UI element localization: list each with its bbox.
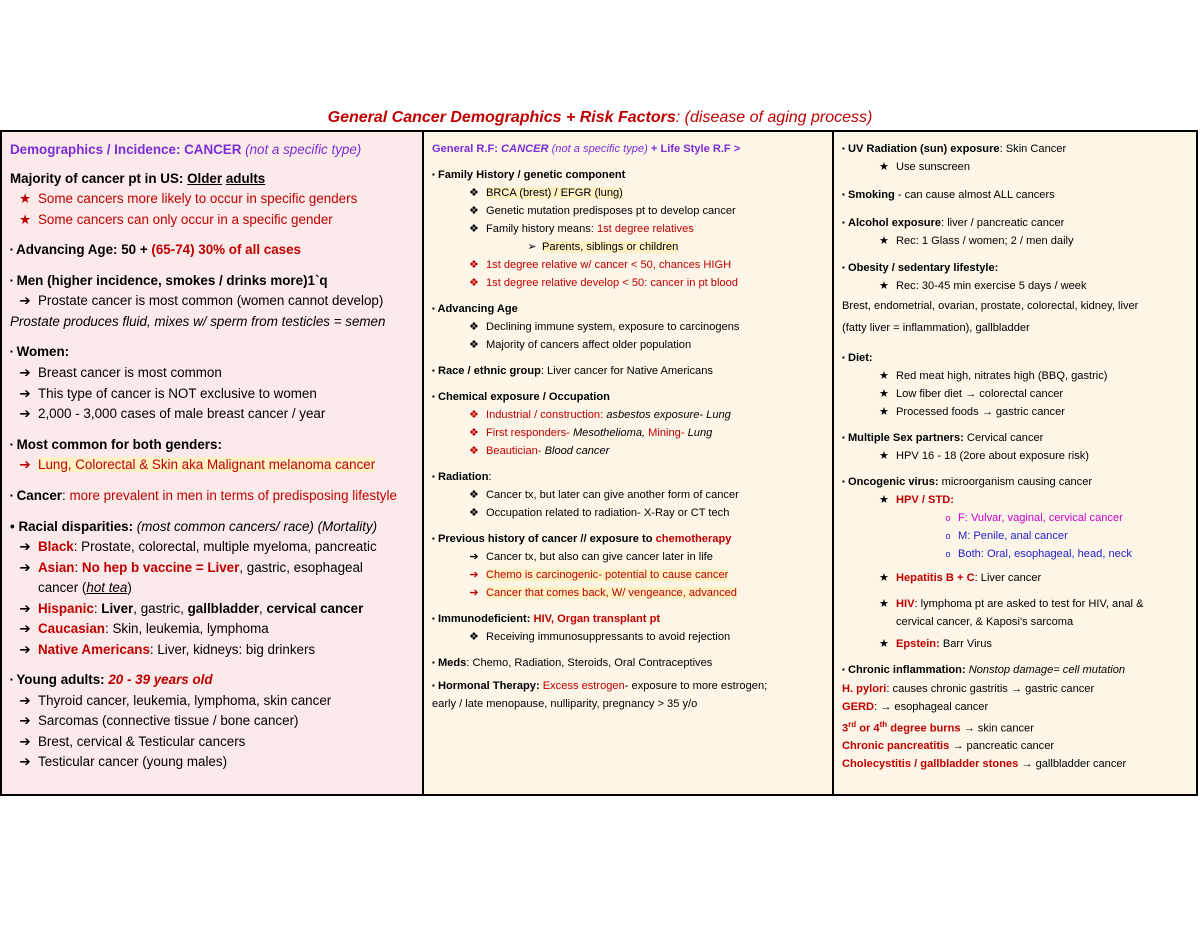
majority-line: Majority of cancer pt in US: Older adults xyxy=(10,170,266,186)
general-rf-heading: General R.F: CANCER (not a specific type) + Life Style R.F > xyxy=(432,143,741,155)
arrow-icon: ➔ xyxy=(19,733,31,749)
general-risk-factors-column xyxy=(424,132,834,794)
bullet-icon: ▪ xyxy=(842,477,845,487)
title-subtitle: (disease of aging process) xyxy=(680,109,873,126)
pointer-icon: ➢ xyxy=(527,241,537,254)
oncogenic-virus-heading: ▪ Oncogenic virus: microorganism causing cancer xyxy=(842,476,1093,489)
list-item: ➔ Asian: No hep b vaccine = Liver, gastric, esophageal cancer (hot tea) xyxy=(10,558,414,599)
arrow-icon: ➔ xyxy=(469,587,479,600)
bullet-icon: ▪ xyxy=(842,263,845,273)
list-item: ❖ Occupation related to radiation- X-Ray or CT tech xyxy=(432,504,824,522)
list-item: ★ Use sunscreen xyxy=(842,158,1188,176)
diamond-icon: ❖ xyxy=(469,445,479,458)
hormonal-therapy-line: ▪ Hormonal Therapy: Excess estrogen- exposure to more estrogen; xyxy=(432,679,768,692)
race-line: ▪ Race / ethnic group: Liver cancer for Native Americans xyxy=(432,365,713,378)
cholecystitis-line: Cholecystitis / gallbladder stones → gallbladder cancer xyxy=(842,758,1127,771)
bullet-icon: ▪ xyxy=(842,665,845,675)
list-item: ➔ Native Americans: Liver, kidneys: big drinkers xyxy=(10,640,414,661)
list-item: ➔ 2,000 - 3,000 cases of male breast cancer / year xyxy=(10,404,414,425)
list-item: ★ Processed foods → gastric cancer xyxy=(842,403,1188,421)
arrow-icon: ➔ xyxy=(19,600,31,616)
meds-line: ▪ Meds: Chemo, Radiation, Steroids, Oral Contraceptives xyxy=(432,657,713,670)
list-item: ★ Hepatitis B + C: Liver cancer xyxy=(842,569,1188,587)
diamond-icon: ❖ xyxy=(469,339,479,352)
star-icon: ★ xyxy=(879,280,889,293)
list-item: ★ Red meat high, nitrates high (BBQ, gastric) xyxy=(842,367,1188,385)
circle-icon: o xyxy=(945,549,951,560)
list-item: ★ Low fiber diet → colorectal cancer xyxy=(842,385,1188,403)
cancer-line: ▪ Cancer: more prevalent in men in terms of predisposing lifestyle xyxy=(10,487,397,503)
bullet-icon: ▪ xyxy=(10,675,13,685)
star-icon: ★ xyxy=(879,370,889,383)
men-heading: ▪ Men (higher incidence, smokes / drinks more)1`q xyxy=(10,272,328,288)
star-icon: ★ xyxy=(879,235,889,248)
arrow-icon: ➔ xyxy=(19,293,31,309)
pancreatitis-line: Chronic pancreatitis → pancreatic cancer xyxy=(842,740,1055,753)
bullet-icon: ▪ xyxy=(432,170,435,180)
diamond-icon: ❖ xyxy=(469,187,479,200)
bullet-icon: ▪ xyxy=(842,433,845,443)
list-item: ❖ Beautician- Blood cancer xyxy=(432,442,824,460)
diamond-icon: ❖ xyxy=(469,507,479,520)
page-title xyxy=(0,109,1200,127)
bullet-icon: ▪ xyxy=(842,353,845,363)
list-item: ❖ Majority of cancers affect older population xyxy=(432,336,824,354)
list-item: ★ Some cancers more likely to occur in specific genders xyxy=(10,189,414,210)
arrow-icon: ➔ xyxy=(19,385,31,401)
title-main: General Cancer Demographics + Risk Factors xyxy=(327,109,676,126)
star-icon: ★ xyxy=(879,406,889,419)
star-icon: ★ xyxy=(879,598,889,611)
bullet-icon: ▪ xyxy=(432,534,435,544)
arrow-icon: ➔ xyxy=(469,551,479,564)
list-item: ➔ Lung, Colorectal & Skin aka Malignant melanoma cancer xyxy=(10,455,414,476)
list-item: ➔ Caucasian: Skin, leukemia, lymphoma xyxy=(10,619,414,640)
both-genders-heading: ▪ Most common for both genders: xyxy=(10,436,222,452)
star-icon: ★ xyxy=(879,450,889,463)
list-item: ❖ Industrial / construction: asbestos exposure- Lung xyxy=(432,406,824,424)
list-item: ➔ Chemo is carcinogenic- potential to cause cancer xyxy=(432,566,824,584)
list-item: ➔ Hispanic: Liver, gastric, gallbladder, cervical cancer xyxy=(10,599,414,620)
bullet-icon: ▪ xyxy=(842,144,845,154)
radiation-heading: ▪ Radiation: xyxy=(432,471,492,484)
bullet-icon: ▪ xyxy=(10,439,13,449)
list-item: ➔ Sarcomas (connective tissue / bone cancer) xyxy=(10,711,414,732)
family-history-heading: ▪ Family History / genetic component xyxy=(432,169,626,181)
list-item: ➢ Parents, siblings or children xyxy=(432,238,824,256)
sex-partners-heading: ▪ Multiple Sex partners: Cervical cancer xyxy=(842,432,1044,445)
list-item: ★ Epstein: Barr Virus xyxy=(842,635,1188,653)
arrow-icon: ➔ xyxy=(19,365,31,381)
obesity-cancers: Brest, endometrial, ovarian, prostate, colorectal, kidney, liver xyxy=(842,300,1139,313)
uv-heading: ▪ UV Radiation (sun) exposure: Skin Cancer xyxy=(842,143,1067,155)
list-item: ➔ Thyroid cancer, leukemia, lymphoma, skin cancer xyxy=(10,691,414,712)
women-heading: ▪ Women: xyxy=(10,344,70,360)
star-icon: ★ xyxy=(879,388,889,401)
advancing-age-line: ▪ Advancing Age: 50 + (65-74) 30% of all cases xyxy=(10,242,302,257)
obesity-heading: ▪ Obesity / sedentary lifestyle: xyxy=(842,262,999,275)
bullet-icon: ▪ xyxy=(432,614,435,624)
list-item: ★ HPV / STD: xyxy=(842,491,1188,509)
chronic-inflammation-heading: ▪ Chronic inflammation: Nonstop damage= cell mutation xyxy=(842,664,1126,677)
star-icon: ★ xyxy=(879,638,889,651)
list-item: ➔ Black: Prostate, colorectal, multiple myeloma, pancreatic xyxy=(10,537,414,558)
smoking-line: ▪ Smoking - can cause almost ALL cancers xyxy=(842,189,1055,202)
bullet-icon: ▪ xyxy=(842,218,845,228)
previous-history-heading: ▪ Previous history of cancer // exposure to chemotherapy xyxy=(432,533,732,546)
arrow-icon: ➔ xyxy=(19,621,31,637)
list-item: ★ Rec: 1 Glass / women; 2 / men daily xyxy=(842,232,1188,250)
bullet-icon: ▪ xyxy=(432,658,435,668)
arrow-icon: ➔ xyxy=(19,754,31,770)
young-adults-heading: ▪ Young adults: 20 - 39 years old xyxy=(10,672,213,688)
arrow-icon: ➔ xyxy=(469,569,479,582)
list-item: ❖ Declining immune system, exposure to carcinogens xyxy=(432,318,824,336)
diamond-icon: ❖ xyxy=(469,205,479,218)
list-item: ➔ Breast cancer is most common xyxy=(10,363,414,384)
obesity-cancers-cont: (fatty liver = inflammation), gallbladder xyxy=(842,322,1030,335)
circle-icon: o xyxy=(945,513,951,524)
gerd-line: GERD: → esophageal cancer xyxy=(842,700,989,713)
list-item: ❖ 1st degree relative w/ cancer < 50, chances HIGH xyxy=(432,256,824,274)
star-icon: ★ xyxy=(18,211,31,227)
list-item: o M: Penile, anal cancer xyxy=(842,527,1188,545)
list-item: ★ Some cancers can only occur in a specific gender xyxy=(10,210,414,231)
diamond-icon: ❖ xyxy=(469,259,479,272)
circle-icon: o xyxy=(945,531,951,542)
star-icon: ★ xyxy=(879,494,889,507)
diamond-icon: ❖ xyxy=(469,409,479,422)
advancing-age-heading: ▪ Advancing Age xyxy=(432,303,518,316)
arrow-icon: ➔ xyxy=(19,641,31,657)
diamond-icon: ❖ xyxy=(469,427,479,440)
bullet-icon: ▪ xyxy=(10,245,13,255)
h-pylori-line: H. pylori: causes chronic gastritis → gastric cancer xyxy=(842,682,1095,695)
star-icon: ★ xyxy=(879,572,889,585)
list-item: ★ HPV 16 - 18 (2ore about exposure risk) xyxy=(842,447,1188,465)
diamond-icon: ❖ xyxy=(469,321,479,334)
diamond-icon: ❖ xyxy=(469,223,479,236)
bullet-icon: ▪ xyxy=(432,392,435,402)
list-item: ★ Rec: 30-45 min exercise 5 days / week xyxy=(842,277,1188,295)
list-item: ★ HIV: lymphoma pt are asked to test for HIV, anal & cervical cancer, & Kaposi's sarcoma xyxy=(842,595,1188,631)
list-item: ➔ Brest, cervical & Testicular cancers xyxy=(10,732,414,753)
list-item: ❖ Receiving immunosuppressants to avoid rejection xyxy=(432,628,824,646)
list-item: ➔ This type of cancer is NOT exclusive to women xyxy=(10,384,414,405)
prostate-note: Prostate produces fluid, mixes w/ sperm from testicles = semen xyxy=(10,313,386,329)
list-item: ➔ Prostate cancer is most common (women cannot develop) xyxy=(10,291,414,312)
list-item: o Both: Oral, esophageal, head, neck xyxy=(842,545,1188,563)
arrow-icon: ➔ xyxy=(19,713,31,729)
notes-table xyxy=(0,130,1198,796)
diet-heading: ▪ Diet: xyxy=(842,352,873,365)
bullet-icon: ▪ xyxy=(432,472,435,482)
arrow-icon: ➔ xyxy=(19,692,31,708)
burns-line: 3rd or 4th degree burns → skin cancer xyxy=(842,719,1034,735)
list-item: ➔ Cancer tx, but also can give cancer later in life xyxy=(432,548,824,566)
bullet-icon: ▪ xyxy=(842,190,845,200)
bullet-icon: ▪ xyxy=(432,366,435,376)
list-item: o F: Vulvar, vaginal, cervical cancer xyxy=(842,509,1188,527)
bullet-icon: ▪ xyxy=(10,347,13,357)
list-item: ❖ BRCA (brest) / EFGR (lung) xyxy=(432,184,824,202)
diamond-icon: ❖ xyxy=(469,631,479,644)
star-icon: ★ xyxy=(879,161,889,174)
list-item: ❖ First responders- Mesothelioma, Mining- Lung xyxy=(432,424,824,442)
chemical-exposure-heading: ▪ Chemical exposure / Occupation xyxy=(432,391,610,404)
bullet-icon: ▪ xyxy=(10,275,13,285)
bullet-icon: ▪ xyxy=(10,491,13,501)
demographics-heading: Demographics / Incidence: CANCER (not a specific type) xyxy=(10,142,362,157)
bullet-icon: ▪ xyxy=(432,304,435,314)
list-item: ❖ Genetic mutation predisposes pt to develop cancer xyxy=(432,202,824,220)
arrow-icon: ➔ xyxy=(19,406,31,422)
arrow-icon: ➔ xyxy=(19,457,31,473)
lifestyle-risk-factors-column xyxy=(834,132,1196,794)
hormonal-therapy-detail: early / late menopause, nulliparity, pregnancy > 35 y/o xyxy=(432,697,698,710)
diamond-icon: ❖ xyxy=(469,277,479,290)
list-item: ➔ Cancer that comes back, W/ vengeance, advanced xyxy=(432,584,824,602)
racial-heading: • Racial disparities: (most common cancers/ race) (Mortality) xyxy=(10,518,378,534)
diamond-icon: ❖ xyxy=(469,489,479,502)
list-item: ❖ Cancer tx, but later can give another form of cancer xyxy=(432,486,824,504)
list-item: ❖ Family history means: 1st degree relatives xyxy=(432,220,824,238)
bullet-icon: ▪ xyxy=(432,680,435,690)
list-item: ❖ 1st degree relative develop < 50: cancer in pt blood xyxy=(432,274,824,292)
arrow-icon: ➔ xyxy=(19,559,31,575)
demographics-column xyxy=(2,132,424,794)
star-icon: ★ xyxy=(18,191,31,206)
title-colon: : xyxy=(675,109,681,126)
list-item: ➔ Testicular cancer (young males) xyxy=(10,752,414,773)
immunodeficient-heading: ▪ Immunodeficient: HIV, Organ transplant pt xyxy=(432,613,661,626)
arrow-icon: ➔ xyxy=(19,539,31,555)
alcohol-heading: ▪ Alcohol exposure: liver / pancreatic cancer xyxy=(842,217,1065,230)
